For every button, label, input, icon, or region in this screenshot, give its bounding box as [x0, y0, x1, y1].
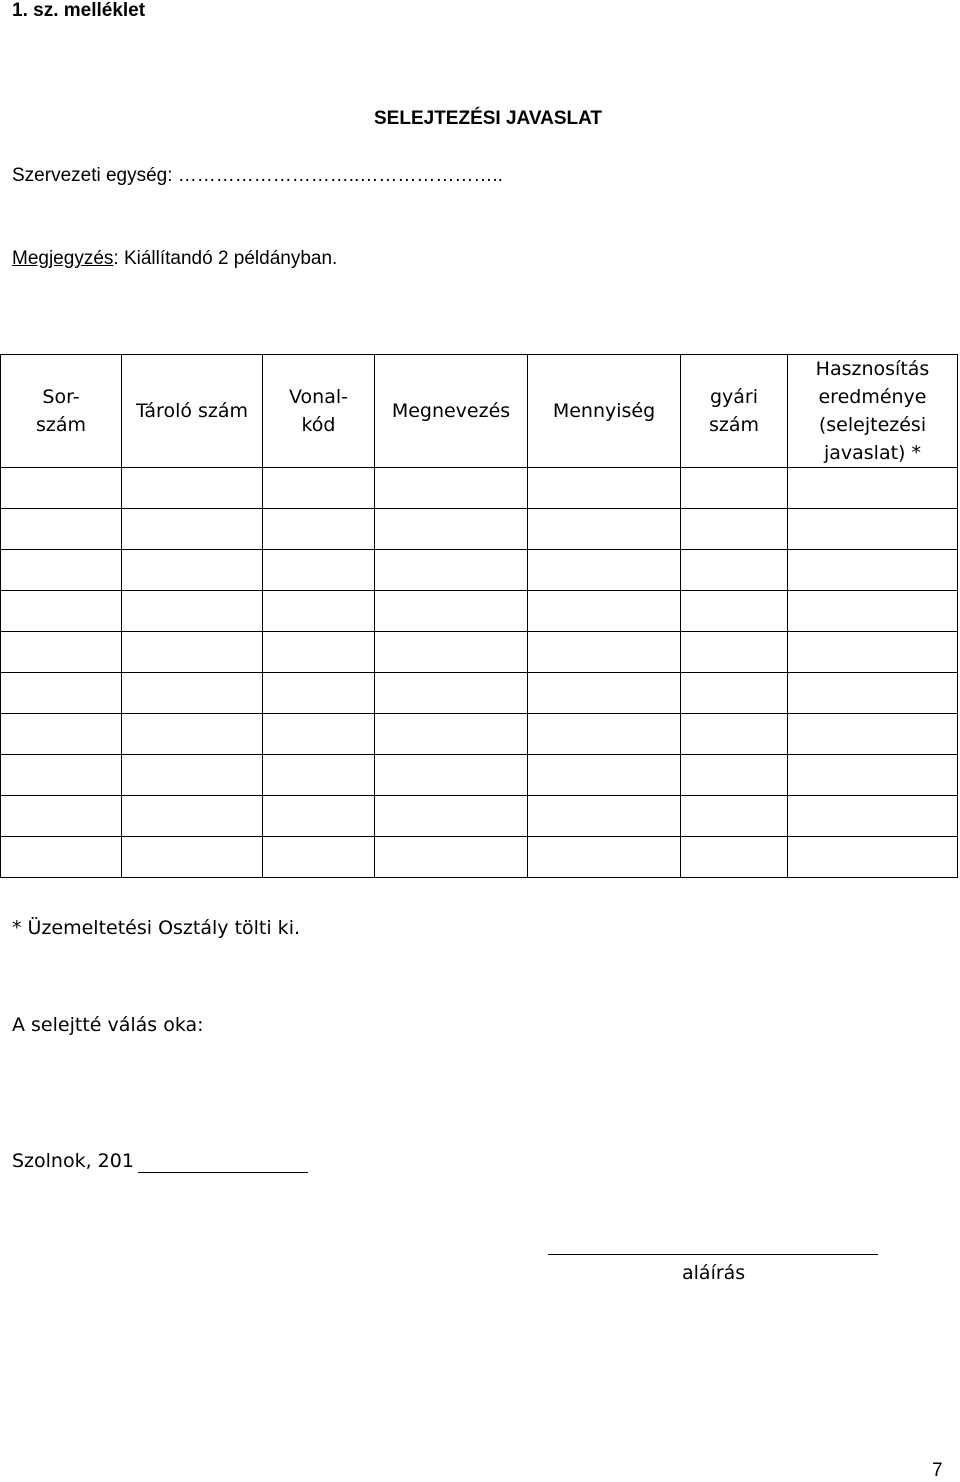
table-cell: [681, 837, 788, 878]
table-cell: [681, 755, 788, 796]
annex-label: 1. sz. melléklet: [12, 0, 146, 21]
table-cell: [122, 673, 263, 714]
table-row: [1, 591, 958, 632]
table-cell: [375, 550, 528, 591]
table-cell: [122, 714, 263, 755]
table-cell: [788, 714, 958, 755]
table-cell: [375, 755, 528, 796]
column-header-factory-number: gyári szám: [681, 355, 788, 468]
table-cell: [528, 591, 681, 632]
table-cell: [375, 837, 528, 878]
place-date-label: Szolnok, 201: [12, 1150, 134, 1172]
table-cell: [263, 673, 375, 714]
disposal-table: [0, 354, 958, 878]
table-cell: [681, 714, 788, 755]
note-line: [12, 248, 337, 270]
table-cell: [1, 509, 122, 550]
table-cell: [681, 591, 788, 632]
table-cell: [528, 714, 681, 755]
table-cell: [1, 837, 122, 878]
table-cell: [263, 632, 375, 673]
disposal-reason-label: A selejtté válás oka:: [12, 1014, 204, 1036]
table-cell: [528, 550, 681, 591]
table-cell: [681, 468, 788, 509]
table-row: [1, 468, 958, 509]
table-cell: [122, 468, 263, 509]
table-cell: [122, 550, 263, 591]
table-row: [1, 632, 958, 673]
signature-line: [548, 1254, 878, 1255]
table-cell: [1, 632, 122, 673]
table-cell: [528, 468, 681, 509]
table-cell: [122, 509, 263, 550]
date-fill-line: [138, 1172, 308, 1173]
note-label: Megjegyzés: [12, 248, 114, 269]
table-cell: [122, 632, 263, 673]
signature-label: aláírás: [682, 1262, 746, 1284]
table-cell: [263, 837, 375, 878]
table-cell: [122, 755, 263, 796]
table-cell: [1, 796, 122, 837]
table-cell: [375, 509, 528, 550]
table-cell: [788, 591, 958, 632]
table-cell: [263, 591, 375, 632]
column-header-storage-number: Tároló szám: [122, 355, 263, 468]
table-cell: [1, 591, 122, 632]
table-row: [1, 714, 958, 755]
table-cell: [788, 550, 958, 591]
table-cell: [1, 468, 122, 509]
table-cell: [788, 468, 958, 509]
table-cell: [528, 796, 681, 837]
table-cell: [122, 796, 263, 837]
table-cell: [375, 468, 528, 509]
table-cell: [681, 796, 788, 837]
table-row: [1, 550, 958, 591]
table-cell: [788, 755, 958, 796]
document-title: SELEJTEZÉSI JAVASLAT: [374, 108, 603, 129]
table-cell: [375, 796, 528, 837]
table-body: [1, 468, 958, 878]
note-text: : Kiállítandó 2 példányban.: [113, 248, 338, 269]
table-cell: [681, 632, 788, 673]
column-header-name: Megnevezés: [375, 355, 528, 468]
table-cell: [788, 796, 958, 837]
organizational-unit-field: Szervezeti egység: ………………………..…………………..: [12, 165, 503, 186]
table-cell: [263, 509, 375, 550]
table-cell: [375, 714, 528, 755]
table-cell: [528, 837, 681, 878]
table-cell: [263, 550, 375, 591]
column-header-serial: Sor- szám: [1, 355, 122, 468]
table-cell: [681, 673, 788, 714]
table-cell: [788, 673, 958, 714]
column-header-quantity: Mennyiség: [528, 355, 681, 468]
table-cell: [681, 550, 788, 591]
table-cell: [788, 509, 958, 550]
table-cell: [1, 550, 122, 591]
table-cell: [1, 673, 122, 714]
column-header-utilization-result: Hasznosítás eredménye (selejtezési javaslat) *: [788, 355, 958, 468]
page-number: 7: [932, 1460, 943, 1481]
table-row: [1, 755, 958, 796]
table-cell: [528, 509, 681, 550]
table-cell: [263, 714, 375, 755]
table-cell: [1, 714, 122, 755]
table-header-row: [1, 355, 958, 468]
table-cell: [122, 837, 263, 878]
table-cell: [263, 468, 375, 509]
table-row: [1, 673, 958, 714]
table-cell: [681, 509, 788, 550]
table-cell: [1, 755, 122, 796]
table-cell: [375, 673, 528, 714]
table-cell: [788, 837, 958, 878]
column-header-barcode: Vonal- kód: [263, 355, 375, 468]
table-cell: [122, 591, 263, 632]
table-row: [1, 509, 958, 550]
table-cell: [528, 755, 681, 796]
table-cell: [263, 796, 375, 837]
table-cell: [528, 632, 681, 673]
table-row: [1, 796, 958, 837]
table-row: [1, 837, 958, 878]
footnote: * Üzemeltetési Osztály tölti ki.: [12, 917, 301, 939]
table-cell: [375, 591, 528, 632]
table-cell: [528, 673, 681, 714]
table-cell: [263, 755, 375, 796]
table-cell: [375, 632, 528, 673]
table-cell: [788, 632, 958, 673]
